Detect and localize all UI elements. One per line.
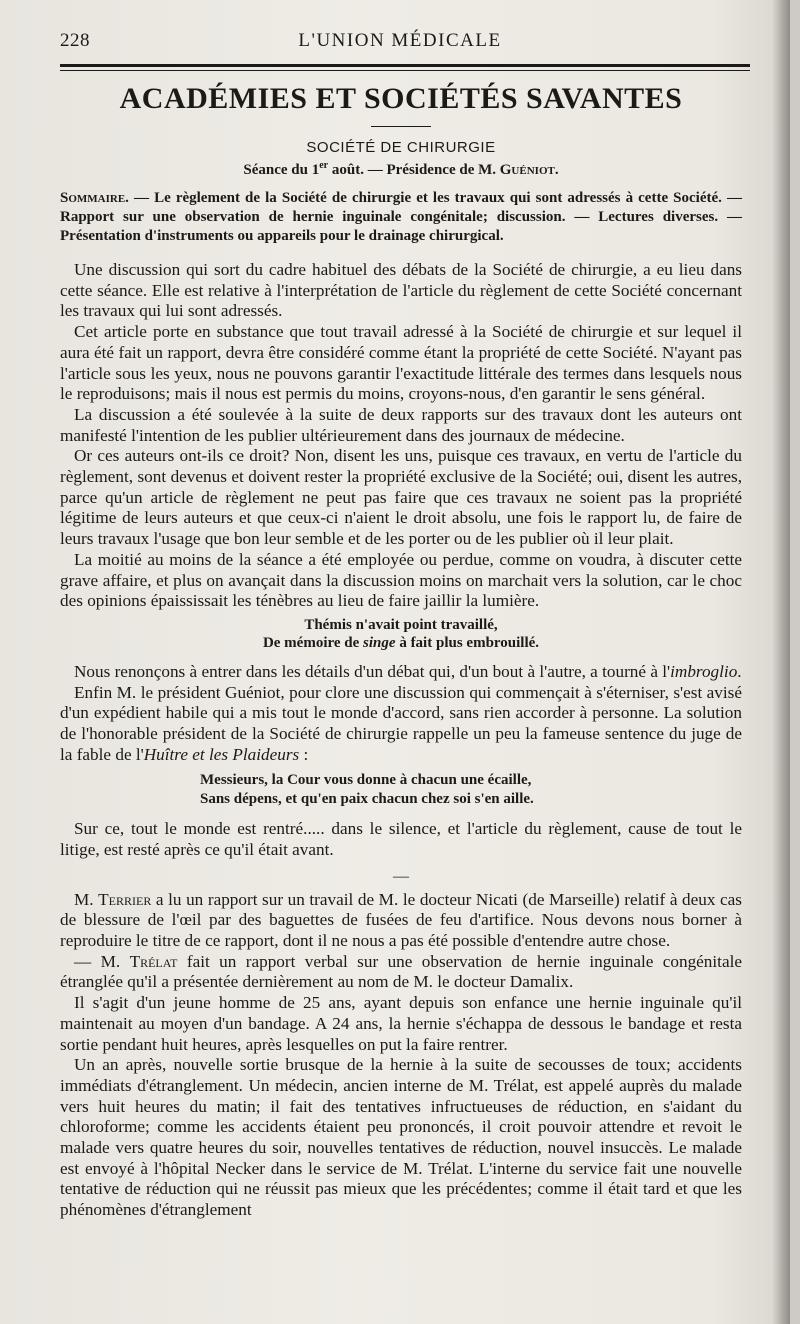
section-separator: — [393, 867, 409, 885]
paragraph [60, 662, 742, 683]
verse-emphasis: singe [363, 634, 396, 651]
paragraph-emphasis: Huître et les Plaideurs [143, 744, 300, 764]
article-body [60, 260, 742, 1221]
paragraph [60, 952, 742, 993]
summary-label: Sommaire [60, 190, 126, 206]
header-rule [60, 64, 750, 67]
paragraph-text: : [299, 744, 309, 764]
running-header [60, 30, 740, 56]
session-date-sup: er [319, 160, 329, 171]
verse-text: à fait plus embrouillé. [395, 634, 540, 651]
paragraph-text: M. [74, 889, 99, 909]
paragraph: Un an après, nouvelle sortie brusque de la hernie à la suite de secousses de toux; accidents immédiats d'étranglement. Un médecin, ancien interne de M. Trélat, est appelé auprès du malade vers huit heures du matin; il fait des tentatives infructueuses de réduction, en s'aidant du chloroforme; comme les accidents étaient peu prononcés, il croit pouvoir attendre et revoit le malade vers quatre heures du soir, nouvelles tentatives de réduction, nouvel insuccès. Le malade est envoyé à l'hôpital Necker dans le service de M. Trélat. L'interne du service fait une nouvelle tentative de réduction qui ne réussit pas mieux que les précédentes; comme il était tard et que les phénomènes d'étranglement [60, 1055, 742, 1220]
verse-quote [60, 616, 742, 652]
session-line [60, 160, 742, 179]
verse-text: De mémoire de [262, 634, 364, 651]
paragraph-text: Nous renonçons à entrer dans les détails d'un débat qui, d'un bout à l'autre, a tourné à l' [74, 661, 671, 681]
session-date: Séance du 1 [243, 162, 320, 178]
paragraph-emphasis: imbroglio [670, 661, 738, 681]
session-end: . [554, 162, 559, 178]
paragraph: La discussion a été soulevée à la suite de deux rapports sur des travaux dont les auteurs ont manifesté l'intention de les publier ultérieurement dans des journaux de médecine. [60, 404, 742, 445]
verse-line: Messieurs, la Cour vous donne à chacun une écaille, [200, 772, 532, 789]
paragraph-text: . [737, 661, 742, 681]
journal-title: L'UNION MÉDICALE [298, 30, 502, 51]
paragraph: Il s'agit d'un jeune homme de 25 ans, ayant depuis son enfance une hernie inguinale qu'il maintenait au moyen d'un bandage. A 24 ans, la hernie s'échappa de dessous le bandage et resta sortie pendant huit heures, après lesquelles on put la faire rentrer. [60, 993, 742, 1054]
paragraph-text: — M. [74, 951, 130, 971]
paragraph [60, 683, 742, 766]
verse-line: Sans dépens, et qu'en paix chacun chez soi s'en aille. [200, 791, 534, 808]
speaker-name: Trélat [129, 951, 178, 971]
society-heading: SOCIÉTÉ DE CHIRURGIE [306, 139, 496, 156]
page-number: 228 [60, 30, 90, 51]
summary-text: . — Le règlement de la Société de chirurgie et les travaux qui sont adressés à cette Société. — Rapport sur une observation de hernie inguinale congénitale; discussion. — Lectures diverses. — Présentation d'instruments ou appareils pour le drainage chirurgical. [60, 190, 742, 244]
session-presidence: août. — Présidence de M. [328, 162, 500, 178]
paragraph-text: a lu un rapport sur un travail de M. le docteur Nicati (de Marseille) relatif à deux cas de blessure de l'œil par des baguettes de fusées de feu d'artifice. Nous devons nous borner à reproduire le titre de ce rapport, dont il ne nous a pas été possible d'entendre autre chose. [60, 889, 742, 950]
summary [60, 189, 742, 246]
speaker-name: Terrier [98, 889, 152, 909]
header-rule-thin [60, 70, 750, 71]
section-title: ACADÉMIES ET SOCIÉTÉS SAVANTES [119, 82, 683, 115]
session-president: Guéniot [499, 162, 555, 178]
verse-quote [200, 771, 742, 809]
paragraph: Sur ce, tout le monde est rentré..... dans le silence, et l'article du règlement, cause de tout le litige, est resté après ce qu'il était avant. [60, 819, 742, 860]
paragraph: Cet article porte en substance que tout travail adressé à la Société de chirurgie et sur lequel il aura été fait un rapport, devra être considéré comme étant la propriété de cette Société. N'ayant pas l'article sous les yeux, nous ne pouvons garantir l'exactitude littérale des termes dans lesquels nous le reproduisons; mais il nous est permis du moins, croyons-nous, d'en garantir le sens général. [60, 322, 742, 404]
paragraph: Une discussion qui sort du cadre habituel des débats de la Société de chirurgie, a eu lieu dans cette séance. Elle est relative à l'interprétation de l'article du règlement de cette Société concernant les travaux qui lui sont adressés. [60, 260, 742, 321]
paragraph-text: Enfin M. le président Guéniot, pour clore une discussion qui commençait à s'éterniser, s'est avisé d'un expédient habile qui a mis tout le monde d'accord, sans rien accorder à personne. La solution de l'honorable président de la Société de chirurgie rappelle un peu la fameuse sentence du juge de la fable de l' [60, 682, 742, 764]
paragraph: Or ces auteurs ont-ils ce droit? Non, disent les uns, puisque ces travaux, en vertu de l'article du règlement, sont devenus et doivent rester la propriété exclusive de la Société; oui, disent les autres, parce qu'un article de règlement ne peut pas faire que ces travaux ne soient pas la propriété légitime de leurs auteurs et que ceux-ci n'aient le droit absolu, une fois le rapport lu, de faire de leurs travaux l'usage que bon leur semble et de les porter ou de les publier où il leur plait. [60, 446, 742, 549]
article [60, 74, 742, 1221]
verse-line: Thémis n'avait point travaillé, [304, 616, 498, 633]
verse-line [60, 634, 742, 652]
paragraph [60, 890, 742, 952]
paragraph: La moitié au moins de la séance a été employée ou perdue, comme on voudra, à discuter cette grave affaire, et plus on avançait dans la discussion moins on marchait vers la solution, car le choc des opinions épaississait les ténèbres au lieu de faire jaillir la lumière. [60, 549, 742, 611]
paragraph-text: fait un rapport verbal sur une observation de hernie inguinale congénitale étranglée qu'il a présentée dernièrement au nom de M. le docteur Damalix. [60, 951, 742, 992]
title-rule [371, 126, 431, 127]
